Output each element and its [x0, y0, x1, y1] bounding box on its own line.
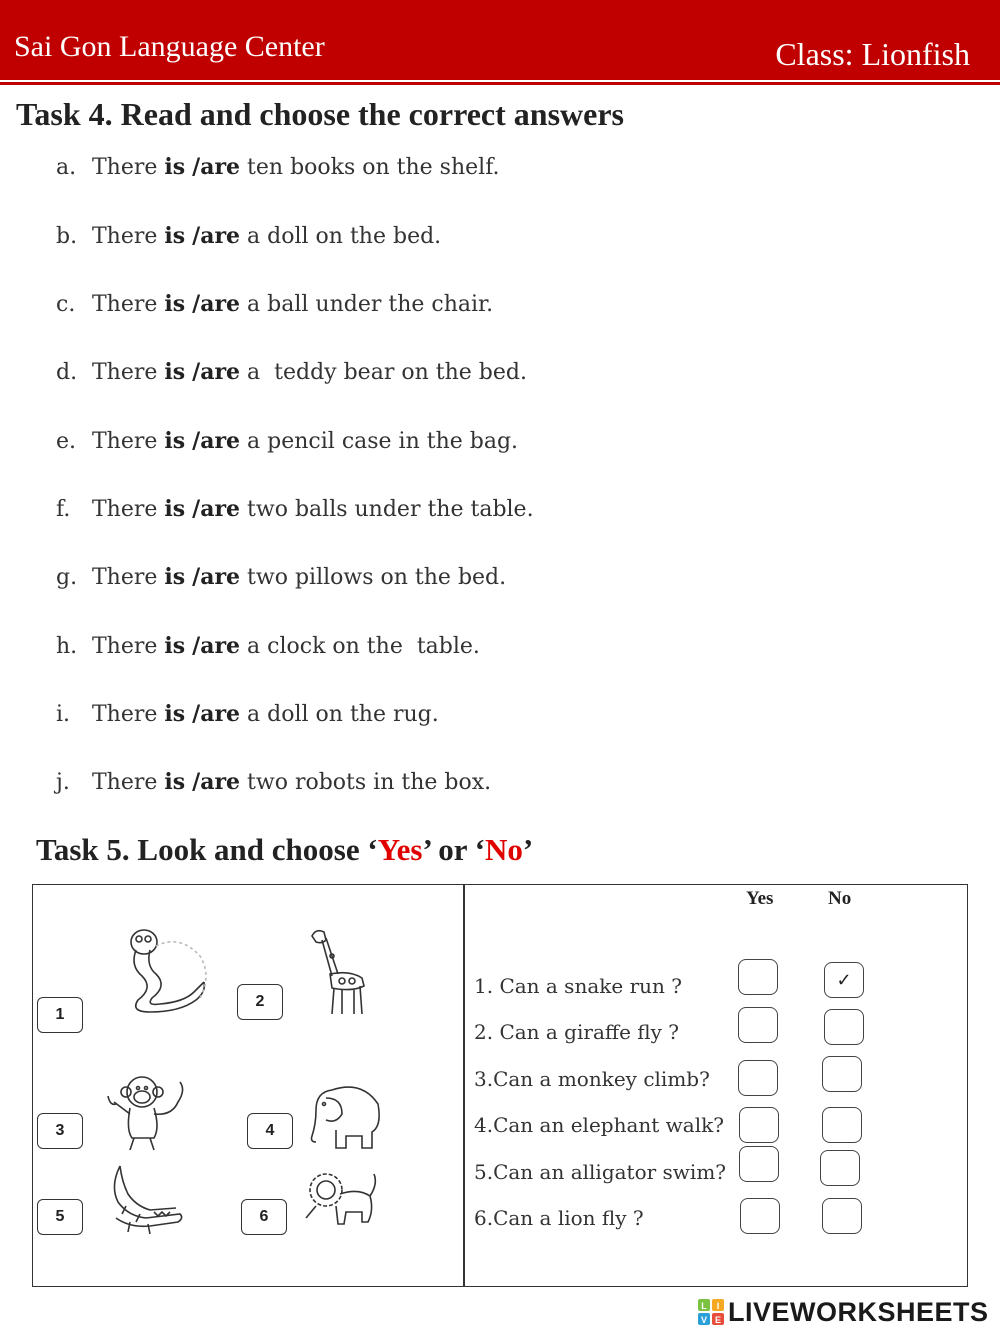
option-are[interactable]: /are — [192, 291, 241, 317]
yesno-question-4: 4.Can an elephant walk? — [474, 1113, 724, 1137]
no-checkbox-1[interactable]: ✓ — [824, 962, 864, 998]
question-d — [56, 359, 527, 385]
question-prefix: There — [92, 429, 158, 454]
question-rest: a clock on the table. — [247, 634, 480, 659]
no-checkbox-5[interactable] — [820, 1150, 860, 1186]
alligator-icon — [100, 1162, 186, 1242]
task5-title-mid: ’ or ‘ — [422, 832, 486, 867]
yesno-question-5: 5.Can an alligator swim? — [474, 1160, 727, 1184]
question-prefix: There — [92, 565, 158, 590]
question-letter: i. — [56, 702, 71, 727]
picture-number-6: 6 — [241, 1199, 287, 1235]
question-prefix: There — [92, 224, 158, 249]
yes-checkbox-5[interactable] — [739, 1146, 779, 1182]
class-label: Class: Lionfish — [775, 36, 970, 72]
question-rest: a ball under the chair. — [247, 292, 494, 317]
giraffe-icon — [302, 926, 372, 1018]
option-are[interactable]: /are — [192, 428, 241, 454]
question-prefix: There — [92, 702, 158, 727]
option-are[interactable]: /are — [192, 633, 241, 659]
snake-icon — [120, 926, 220, 1020]
option-is[interactable]: is — [164, 291, 186, 317]
question-rest: a doll on the rug. — [247, 702, 439, 727]
option-are[interactable]: /are — [192, 223, 241, 249]
picture-number-1: 1 — [37, 997, 83, 1033]
option-is[interactable]: is — [164, 701, 186, 727]
liveworksheets-logo-icon — [698, 1299, 724, 1325]
question-prefix: There — [92, 770, 158, 795]
yes-checkbox-1[interactable] — [738, 959, 778, 995]
question-letter: f. — [56, 497, 71, 522]
task4-title: Task 4. Read and choose the correct answers — [16, 96, 624, 132]
option-are[interactable]: /are — [192, 701, 241, 727]
question-rest: two balls under the table. — [247, 497, 534, 522]
question-j — [56, 769, 491, 795]
option-is[interactable]: is — [164, 496, 186, 522]
question-a — [56, 154, 500, 180]
question-h — [56, 633, 480, 659]
elephant-icon — [302, 1080, 384, 1152]
header-bar — [0, 0, 1000, 80]
column-yes: Yes — [746, 888, 774, 909]
option-is[interactable]: is — [164, 769, 186, 795]
question-letter: d. — [56, 360, 78, 385]
question-rest: two robots in the box. — [247, 770, 492, 795]
center-name: Sai Gon Language Center — [14, 30, 325, 63]
picture-number-4: 4 — [247, 1113, 293, 1149]
question-letter: g. — [56, 565, 78, 590]
task5-title-end: ’ — [522, 832, 534, 867]
question-prefix: There — [92, 360, 158, 385]
header-divider — [0, 82, 1000, 85]
option-is[interactable]: is — [164, 359, 186, 385]
question-f — [56, 496, 534, 522]
question-prefix: There — [92, 155, 158, 180]
task5-yes-word: Yes — [377, 832, 423, 867]
option-is[interactable]: is — [164, 223, 186, 249]
yes-checkbox-3[interactable] — [738, 1060, 778, 1096]
svg-text:L: L — [701, 1301, 707, 1311]
yes-checkbox-6[interactable] — [740, 1198, 780, 1234]
option-are[interactable]: /are — [192, 359, 241, 385]
question-c — [56, 291, 493, 317]
option-are[interactable]: /are — [192, 564, 241, 590]
no-checkbox-2[interactable] — [824, 1009, 864, 1045]
task5-no-word: No — [485, 832, 523, 867]
no-checkbox-4[interactable] — [822, 1107, 862, 1143]
question-e — [56, 428, 518, 454]
question-rest: a pencil case in the bag. — [247, 429, 519, 454]
question-rest: a doll on the bed. — [247, 224, 442, 249]
option-is[interactable]: is — [164, 428, 186, 454]
monkey-icon — [100, 1072, 192, 1154]
picture-number-5: 5 — [37, 1199, 83, 1235]
no-checkbox-6[interactable] — [822, 1198, 862, 1234]
task5-title-start: Task 5. Look and choose ‘ — [36, 832, 378, 867]
option-are[interactable]: /are — [192, 769, 241, 795]
brand-name: LIVEWORKSHEETS — [728, 1296, 989, 1327]
task5-title — [36, 832, 533, 868]
yesno-question-3: 3.Can a monkey climb? — [474, 1067, 710, 1091]
no-checkbox-3[interactable] — [822, 1056, 862, 1092]
question-i — [56, 701, 439, 727]
question-rest: two pillows on the bed. — [247, 565, 507, 590]
yesno-question-6: 6.Can a lion fly ? — [474, 1206, 644, 1230]
yesno-question-2: 2. Can a giraffe fly ? — [474, 1020, 679, 1044]
picture-number-2: 2 — [237, 984, 283, 1020]
yes-checkbox-4[interactable] — [739, 1107, 779, 1143]
question-prefix: There — [92, 292, 158, 317]
yesno-question-1: 1. Can a snake run ? — [474, 974, 682, 998]
svg-text:E: E — [714, 1315, 722, 1325]
svg-text:V: V — [700, 1315, 708, 1325]
question-prefix: There — [92, 634, 158, 659]
question-letter: b. — [56, 224, 78, 249]
question-prefix: There — [92, 497, 158, 522]
question-rest: a teddy bear on the bed. — [247, 360, 527, 385]
option-is[interactable]: is — [164, 154, 186, 180]
question-letter: a. — [56, 155, 77, 180]
option-are[interactable]: /are — [192, 496, 241, 522]
question-letter: e. — [56, 429, 77, 454]
lion-icon — [302, 1166, 380, 1236]
question-letter: j. — [56, 770, 70, 795]
svg-text:I: I — [716, 1301, 720, 1311]
column-no: No — [828, 888, 852, 909]
table-divider — [463, 884, 465, 1287]
question-letter: c. — [56, 292, 76, 317]
picture-number-3: 3 — [37, 1113, 83, 1149]
option-is[interactable]: is — [164, 564, 186, 590]
question-b — [56, 223, 441, 249]
liveworksheets-logo[interactable] — [698, 1296, 989, 1328]
question-letter: h. — [56, 634, 78, 659]
question-g — [56, 564, 506, 590]
option-are[interactable]: /are — [192, 154, 241, 180]
option-is[interactable]: is — [164, 633, 186, 659]
question-rest: ten books on the shelf. — [247, 155, 500, 180]
yes-checkbox-2[interactable] — [738, 1007, 778, 1043]
